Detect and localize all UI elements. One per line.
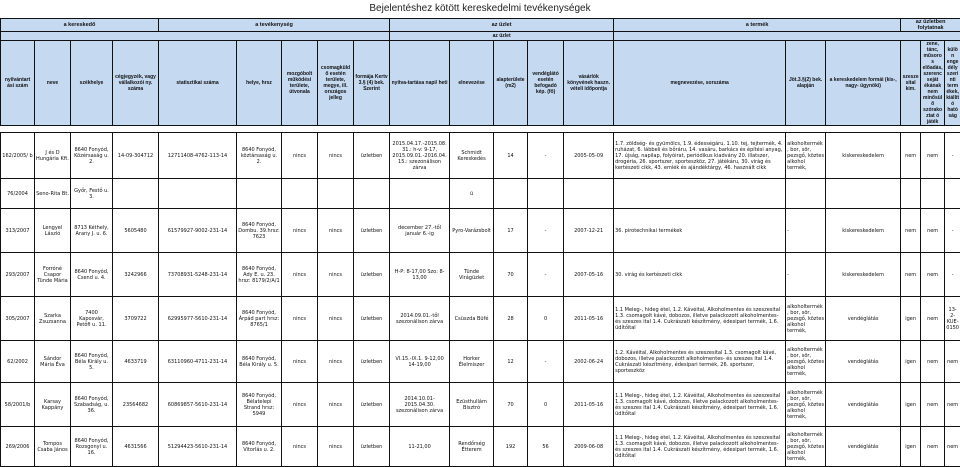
table-cell: 313/2007 (1, 209, 35, 253)
column-header: szeszesital kim. (901, 41, 921, 126)
sub-header-uzlet: az üzlet (390, 32, 614, 41)
spacer-row (1, 126, 960, 133)
table-cell (237, 179, 282, 209)
table-cell: Pyro-Varázsbolt (450, 209, 494, 253)
table-cell: Seno-Rita Bt. (35, 179, 71, 209)
group-header-row (1, 19, 960, 32)
table-cell: 8640 Fonyód, Dombu. 39.hrsz: 7623 (237, 209, 282, 253)
registry-table (0, 18, 960, 467)
table-cell: Tompos Csaba János (35, 427, 71, 467)
table-cell: 36. pirotechnikai termékek (614, 209, 786, 253)
table-cell: 8640 Fonyód, köztársaság u. 2. (237, 133, 282, 179)
table-cell: 293/2007 (1, 253, 35, 297)
table-cell (786, 179, 826, 209)
table-cell: nincs (318, 297, 354, 341)
table-cell (614, 179, 786, 209)
table-cell: ü (450, 179, 494, 209)
table-cell: Csüszda Büfé (450, 297, 494, 341)
table-cell: nem (921, 297, 945, 341)
table-cell: 30. virág és kertészeti cikk (614, 253, 786, 297)
column-header: vendéglátó esetén befogadó kép. (fő) (528, 41, 564, 126)
column-header: zene, tánc, műsoros előadás, szerencseját ékának nem minősülő szórakoztat ó játék (921, 41, 945, 126)
table-cell: - (786, 253, 826, 297)
table-cell (564, 179, 614, 209)
table-cell: 14-09-304712 (113, 133, 159, 179)
table-cell: 1.1 Meleg-, hideg étel, 1.2. Kávéital, Alkoholmentes és szeszesital 1.3. csomagolt kávé, dobozos, illetve palackozott alkoholmentes- és szeszes ital 1.4. Cukrászati készítmény, édesipari termék, 1.6. üdítőital (614, 427, 786, 467)
table-cell: 2011-05-16 (564, 297, 614, 341)
column-header: helye, hrsz (237, 41, 282, 126)
table-cell: Szarka Zsuzsanna (35, 297, 71, 341)
table-cell: 2002-06-24 (564, 341, 614, 383)
table-cell: alkoholtermék, bor, sör, pezsgő, köztes alkohol termék, (786, 427, 826, 467)
table-row (1, 179, 960, 209)
table-cell (945, 179, 960, 209)
table-cell: 8640 Fonyód, Vitorlás u. 2. (237, 427, 282, 467)
column-header: csomagküld ő esetén területe, megye, ill. országos jelleg (318, 41, 354, 126)
column-header: statisztikai száma (159, 41, 237, 126)
table-cell: Karsay Kappány (35, 383, 71, 427)
column-header: nyitva-tartása napi/ heti (390, 41, 450, 126)
table-cell: Sándor Mária Éva (35, 341, 71, 383)
table-cell: 11-21,00 (390, 427, 450, 467)
sub-header-row (1, 32, 960, 41)
table-cell: 305/2007 (1, 297, 35, 341)
column-header: nyilvántart ási szám (1, 41, 35, 126)
table-cell: nincs (282, 209, 318, 253)
table-cell: 14 (494, 133, 528, 179)
column-header: Jöt.3.§(2) bek. alapján (786, 41, 826, 126)
table-cell (159, 179, 237, 209)
table-cell: 51294423-5610-231-14 (159, 427, 237, 467)
table-cell: igen (901, 383, 921, 427)
table-cell: igen (901, 297, 921, 341)
table-cell: december 27.-től január 6.-ig (390, 209, 450, 253)
table-cell: 0 (528, 297, 564, 341)
table-cell: Schmidt Kereskedés (450, 133, 494, 179)
table-cell: nincs (282, 427, 318, 467)
table-row (1, 209, 960, 253)
table-cell: nem (921, 209, 945, 253)
table-cell: vendéglátás (826, 297, 901, 341)
table-cell: 1.7. zöldség- és gyümölcs, 1.9. édességáru, 1.10. tej, tejtermék, 4. ruházat, 6. lábbeli és bőráru, 14. vasáru, barkács és építési anyag, 17. újság, napilap, folyóirat, periódikus kiadvány 20. illatszer, drogéria, 26. sportszer, sporteszköz, 27. játékáru, 30. virág és kertészeti cikk, 43. emlék és ajándéktárgy, 46. használt cikk (614, 133, 786, 179)
spacer-cell (1, 126, 960, 133)
sub-header-blank (1, 32, 390, 41)
table-cell: üzletben (354, 209, 390, 253)
table-cell: 70 (494, 383, 528, 427)
group-header-uzlet: az üzlet (390, 19, 614, 32)
table-cell: 8713 Kéthely, Arany J. u. 6. (71, 209, 113, 253)
table-cell: nincs (318, 383, 354, 427)
table-cell: nem (921, 133, 945, 179)
table-cell (901, 179, 921, 209)
table-cell: - (945, 253, 960, 297)
table-cell: Ezüsthullám Bisztró (450, 383, 494, 427)
column-header: elnevezése (450, 41, 494, 126)
table-cell: nem (945, 427, 960, 467)
table-cell: 269/2006 (1, 427, 35, 467)
column-header: cégjegyzék, vagy vállalkozói ny. száma (113, 41, 159, 126)
table-cell: nincs (318, 209, 354, 253)
table-row (1, 133, 960, 179)
table-cell: - (945, 133, 960, 179)
table-cell: kiskereskedelem (826, 133, 901, 179)
table-cell: nem (921, 383, 945, 427)
table-cell: Lengyel László (35, 209, 71, 253)
table-cell: Rendőrség Étterem (450, 427, 494, 467)
table-cell: vendéglátás (826, 427, 901, 467)
table-cell: 162/2005/ b (1, 133, 35, 179)
table-row (1, 253, 960, 297)
table-cell: 0 (528, 383, 564, 427)
column-header: neve (35, 41, 71, 126)
table-cell: 8640 Fonyód, Béla Király u. 5. (71, 341, 113, 383)
table-cell: 2009-06-08 (564, 427, 614, 467)
table-cell: 8640 Fonyód, Szabadság, u. 36. (71, 383, 113, 427)
table-cell: nincs (318, 133, 354, 179)
table-cell: igen (901, 427, 921, 467)
table-cell: - (528, 133, 564, 179)
table-cell: Forróné Csapor Tünde Mária (35, 253, 71, 297)
table-cell: 1.1 Meleg-, hideg étel, 1.2. Kávéital, Alkoholmentes és szeszesital 1.3. csomagolt kávé, dobozos, illetve palackozott alkoholmentes- és szeszes ital 1.4. Cukrászati készítmény, édesipari termék, 1.6. üdítőital (614, 383, 786, 427)
column-header: a kereskedelem formái (kis-, nagy- ügynöki) (826, 41, 901, 126)
table-cell: alkoholtermék, bor, sör, pezsgő, köztes alkohol termék, (786, 341, 826, 383)
table-cell: 17 (494, 209, 528, 253)
table-cell: 4631566 (113, 427, 159, 467)
table-cell: 8640 Fonyód, Ady E. u. 23. hrsz: 8179/2/A/1 (237, 253, 282, 297)
column-header: külön engedély szerinti termékek, kiállító hatóság (945, 41, 960, 126)
table-cell: alkoholtermék, bor, sör, pezsgő, köztes alkohol termék, (786, 133, 826, 179)
table-cell: 56 (528, 427, 564, 467)
table-cell: vendéglátás (826, 383, 901, 427)
table-cell: 8640 Fonyód, Rozsgonyi u. 16. (71, 427, 113, 467)
table-cell (528, 179, 564, 209)
table-cell: 2005-05-09 (564, 133, 614, 179)
group-header-termek: a termék (614, 19, 901, 32)
table-cell: üzletben (354, 383, 390, 427)
page-title: Bejelentéshez kötött kereskedelmi tevékenységek (0, 0, 960, 18)
table-cell: 13-2-KUE-0150 (945, 297, 960, 341)
table-cell: 3242966 (113, 253, 159, 297)
column-header-row (1, 41, 960, 126)
table-row (1, 341, 960, 383)
table-cell: 1.2. Kávéital, Alkoholmentes és szeszesital 1.3. csomagolt kávé, dobozos, illetve palackozott alkoholmentes- és szeszes ital 1.4. Cukrászati készítmény, édesipari termék, 26. sportszer, sporteszköz (614, 341, 786, 383)
table-cell: 12 (494, 341, 528, 383)
table-cell: nem (901, 253, 921, 297)
table-cell: nincs (318, 253, 354, 297)
table-cell: 61579927-9002-231-14 (159, 209, 237, 253)
table-cell: 8640 Fonyód, Csend u. 4. (71, 253, 113, 297)
table-cell: H-P: 8-17,00 Szo: 8-13,00 (390, 253, 450, 297)
table-cell: 4633719 (113, 341, 159, 383)
table-cell: 8640 Fonyód, Bélatelepi Strand hrsz: 5949 (237, 383, 282, 427)
table-cell: kiskereskedelem (826, 209, 901, 253)
table-cell: 60869857-5610-231-14 (159, 383, 237, 427)
table-cell: nincs (282, 253, 318, 297)
table-cell: nem (901, 209, 921, 253)
table-cell: nincs (318, 427, 354, 467)
table-cell: 28 (494, 297, 528, 341)
column-header: formája Kertv 3.§ (4) bek. Szerint (354, 41, 390, 126)
table-cell: 76/2004 (1, 179, 35, 209)
table-cell: 5605480 (113, 209, 159, 253)
table-cell (318, 179, 354, 209)
table-cell (921, 179, 945, 209)
table-cell: nem (921, 341, 945, 383)
table-row (1, 383, 960, 427)
table-cell: 2015.04.17.-2015.08.31.: h-v: 9-17, 2015.09.01.-2016.04.15.: szezonálison zárva (390, 133, 450, 179)
table-cell: 8640 Fonyód, Béla Király u. 5. (237, 341, 282, 383)
column-header: mozgóbolt működési területe, útvonala (282, 41, 318, 126)
table-cell: Tünde Virágüzlet (450, 253, 494, 297)
table-cell: 2014.09.01.-től szezonálison zárva (390, 297, 450, 341)
table-cell: 2007-12-21 (564, 209, 614, 253)
table-cell: nem (901, 133, 921, 179)
table-cell: üzletben (354, 341, 390, 383)
table-cell: J és D Hungária Kft. (35, 133, 71, 179)
table-cell (113, 179, 159, 209)
column-header: vásárlók könyvének haszn. vételi időpontja (564, 41, 614, 126)
table-cell: 2011-05-16 (564, 383, 614, 427)
table-cell: - (786, 209, 826, 253)
table-cell: üzletben (354, 253, 390, 297)
table-cell: 63110960-4711-231-14 (159, 341, 237, 383)
group-header-folytatas: az üzletben folytatnak (901, 19, 960, 32)
table-cell: nincs (282, 297, 318, 341)
table-cell: 70 (494, 253, 528, 297)
table-cell: 8640 Fonyód, Árpád part hrsz: 8765/1 (237, 297, 282, 341)
table-cell: nincs (318, 341, 354, 383)
table-cell: nincs (282, 341, 318, 383)
table-cell: 12711408-4762-113-14 (159, 133, 237, 179)
table-cell: Győr, Festő u. 3. (71, 179, 113, 209)
table-row (1, 297, 960, 341)
table-cell: nem (921, 427, 945, 467)
table-cell: 7400 Kaposvár, Petőfi u. 11. (71, 297, 113, 341)
table-cell: nem (945, 383, 960, 427)
table-cell: üzletben (354, 297, 390, 341)
table-body (1, 126, 960, 467)
table-cell: 2014.10.01-2015.04.30. szezonálison zárva (390, 383, 450, 427)
table-cell (354, 179, 390, 209)
table-cell: - (528, 253, 564, 297)
table-cell: nincs (282, 133, 318, 179)
table-cell (826, 179, 901, 209)
table-cell: 62995977-5610-231-14 (159, 297, 237, 341)
table-cell: vendéglátás (826, 341, 901, 383)
table-cell: alkoholtermék, bor, sör, pezsgő, köztes alkohol termék, (786, 383, 826, 427)
table-cell: - (945, 209, 960, 253)
table-cell: - (528, 209, 564, 253)
table-cell (494, 179, 528, 209)
table-row (1, 427, 960, 467)
table-cell: alkoholtermék, bor, sör, pezsgő, köztes alkohol termék, (786, 297, 826, 341)
table-cell (282, 179, 318, 209)
column-header: megnevezése, sorszáma (614, 41, 786, 126)
table-cell: 2007-05-16 (564, 253, 614, 297)
table-cell: - (528, 341, 564, 383)
table-cell: 23564682 (113, 383, 159, 427)
table-cell: 192 (494, 427, 528, 467)
table-cell: nem (921, 253, 945, 297)
column-header: székhelye (71, 41, 113, 126)
table-cell: VI.15.-IX.1. 9-12,00 14-19,00 (390, 341, 450, 383)
table-cell: 58/2001/b (1, 383, 35, 427)
table-cell: nem (945, 341, 960, 383)
table-cell: 1.1 Meleg-, hideg étel, 1.2. Kávéital, Alkoholmentes és szeszesital 1.3. csomagolt kávé, dobozos, illetve palackozott alkoholmentes- és szeszes ital 1.4. Cukrászati készítmény, édesipari termék, 1.6. üdítőital (614, 297, 786, 341)
table-cell: 3709722 (113, 297, 159, 341)
table-cell: 8640 Fonyód, Közérsaság u. 2. (71, 133, 113, 179)
table-cell: kiskereskedelem (826, 253, 901, 297)
table-cell: üzletben (354, 427, 390, 467)
table-cell: 62/2002 (1, 341, 35, 383)
table-cell: 73708931-5248-231-14 (159, 253, 237, 297)
table-cell: Horker Élelmiszer (450, 341, 494, 383)
table-cell: nincs (282, 383, 318, 427)
group-header-tevekenyseg: a tevékenység (159, 19, 390, 32)
column-header: alapterülete (m2) (494, 41, 528, 126)
group-header-kereskedo: a kereskedő (1, 19, 159, 32)
table-cell: üzletben (354, 133, 390, 179)
sub-header-blank-right (614, 32, 960, 41)
table-cell (390, 179, 450, 209)
table-cell: igen (901, 341, 921, 383)
